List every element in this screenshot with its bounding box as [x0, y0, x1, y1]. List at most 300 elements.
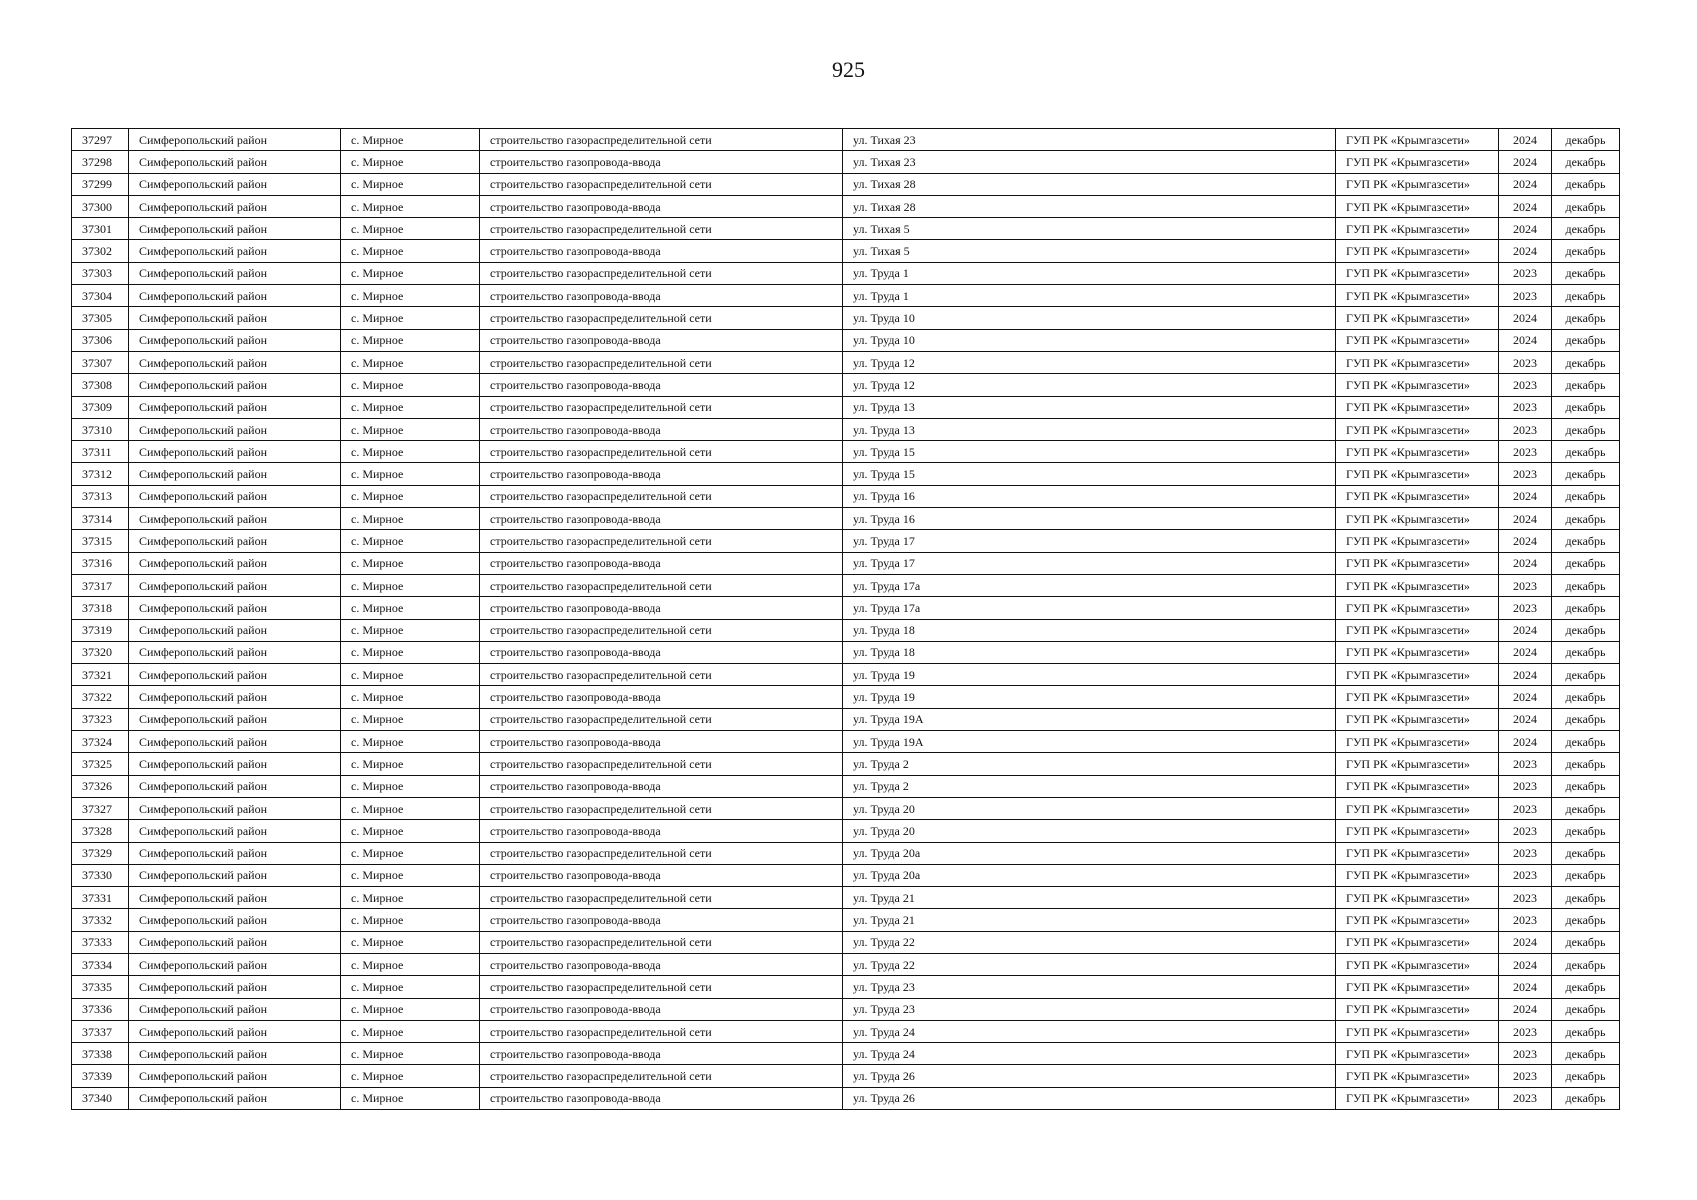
row-number: 37320: [72, 641, 129, 663]
settlement-cell: с. Мирное: [341, 686, 480, 708]
row-number: 37318: [72, 597, 129, 619]
month-cell: декабрь: [1552, 597, 1620, 619]
settlement-cell: с. Мирное: [341, 998, 480, 1020]
row-number: 37323: [72, 708, 129, 730]
table-row: [72, 351, 1620, 373]
settlement-cell: с. Мирное: [341, 307, 480, 329]
organization-cell: ГУП РК «Крымгазсети»: [1336, 195, 1499, 217]
settlement-cell: с. Мирное: [341, 797, 480, 819]
work-type-cell: строительство газораспределительной сети: [480, 351, 843, 373]
organization-cell: ГУП РК «Крымгазсети»: [1336, 285, 1499, 307]
organization-cell: ГУП РК «Крымгазсети»: [1336, 396, 1499, 418]
row-number: 37303: [72, 262, 129, 284]
row-number: 37311: [72, 441, 129, 463]
work-type-cell: строительство газопровода-ввода: [480, 195, 843, 217]
district-cell: Симферопольский район: [129, 1043, 341, 1065]
row-number: 37322: [72, 686, 129, 708]
month-cell: декабрь: [1552, 396, 1620, 418]
settlement-cell: с. Мирное: [341, 485, 480, 507]
organization-cell: ГУП РК «Крымгазсети»: [1336, 931, 1499, 953]
month-cell: декабрь: [1552, 307, 1620, 329]
year-cell: 2023: [1499, 597, 1552, 619]
settlement-cell: с. Мирное: [341, 1065, 480, 1087]
work-type-cell: строительство газораспределительной сети: [480, 485, 843, 507]
address-cell: ул. Труда 22: [843, 953, 1336, 975]
month-cell: декабрь: [1552, 686, 1620, 708]
district-cell: Симферопольский район: [129, 240, 341, 262]
table-row: [72, 329, 1620, 351]
address-cell: ул. Труда 16: [843, 485, 1336, 507]
year-cell: 2024: [1499, 508, 1552, 530]
address-cell: ул. Труда 20: [843, 820, 1336, 842]
table-row: [72, 641, 1620, 663]
row-number: 37327: [72, 797, 129, 819]
settlement-cell: с. Мирное: [341, 842, 480, 864]
table-row: [72, 151, 1620, 173]
organization-cell: ГУП РК «Крымгазсети»: [1336, 976, 1499, 998]
row-number: 37309: [72, 396, 129, 418]
address-cell: ул. Труда 15: [843, 441, 1336, 463]
district-cell: Симферопольский район: [129, 329, 341, 351]
year-cell: 2024: [1499, 619, 1552, 641]
year-cell: 2023: [1499, 864, 1552, 886]
year-cell: 2024: [1499, 953, 1552, 975]
organization-cell: ГУП РК «Крымгазсети»: [1336, 1087, 1499, 1109]
address-cell: ул. Труда 22: [843, 931, 1336, 953]
settlement-cell: с. Мирное: [341, 775, 480, 797]
settlement-cell: с. Мирное: [341, 1020, 480, 1042]
month-cell: декабрь: [1552, 864, 1620, 886]
table-row: [72, 842, 1620, 864]
year-cell: 2024: [1499, 664, 1552, 686]
organization-cell: ГУП РК «Крымгазсети»: [1336, 1043, 1499, 1065]
organization-cell: ГУП РК «Крымгазсети»: [1336, 574, 1499, 596]
work-type-cell: строительство газораспределительной сети: [480, 797, 843, 819]
month-cell: декабрь: [1552, 195, 1620, 217]
year-cell: 2024: [1499, 173, 1552, 195]
year-cell: 2024: [1499, 485, 1552, 507]
month-cell: декабрь: [1552, 218, 1620, 240]
year-cell: 2023: [1499, 820, 1552, 842]
row-number: 37330: [72, 864, 129, 886]
year-cell: 2024: [1499, 708, 1552, 730]
settlement-cell: с. Мирное: [341, 619, 480, 641]
month-cell: декабрь: [1552, 887, 1620, 909]
settlement-cell: с. Мирное: [341, 552, 480, 574]
row-number: 37336: [72, 998, 129, 1020]
settlement-cell: с. Мирное: [341, 151, 480, 173]
settlement-cell: с. Мирное: [341, 262, 480, 284]
row-number: 37308: [72, 374, 129, 396]
registry-table: [71, 128, 1620, 1110]
district-cell: Симферопольский район: [129, 887, 341, 909]
work-type-cell: строительство газораспределительной сети: [480, 262, 843, 284]
month-cell: декабрь: [1552, 931, 1620, 953]
organization-cell: ГУП РК «Крымгазсети»: [1336, 797, 1499, 819]
work-type-cell: строительство газопровода-ввода: [480, 998, 843, 1020]
table-row: [72, 441, 1620, 463]
district-cell: Симферопольский район: [129, 307, 341, 329]
month-cell: декабрь: [1552, 374, 1620, 396]
organization-cell: ГУП РК «Крымгазсети»: [1336, 218, 1499, 240]
organization-cell: ГУП РК «Крымгазсети»: [1336, 485, 1499, 507]
row-number: 37302: [72, 240, 129, 262]
work-type-cell: строительство газораспределительной сети: [480, 396, 843, 418]
month-cell: декабрь: [1552, 552, 1620, 574]
address-cell: ул. Труда 19А: [843, 708, 1336, 730]
row-number: 37334: [72, 953, 129, 975]
table-row: [72, 262, 1620, 284]
district-cell: Симферопольский район: [129, 842, 341, 864]
settlement-cell: с. Мирное: [341, 173, 480, 195]
work-type-cell: строительство газопровода-ввода: [480, 463, 843, 485]
district-cell: Симферопольский район: [129, 597, 341, 619]
row-number: 37310: [72, 418, 129, 440]
table-row: [72, 753, 1620, 775]
organization-cell: ГУП РК «Крымгазсети»: [1336, 173, 1499, 195]
organization-cell: ГУП РК «Крымгазсети»: [1336, 530, 1499, 552]
table-row: [72, 396, 1620, 418]
year-cell: 2023: [1499, 418, 1552, 440]
table-row: [72, 195, 1620, 217]
work-type-cell: строительство газопровода-ввода: [480, 1087, 843, 1109]
settlement-cell: с. Мирное: [341, 374, 480, 396]
year-cell: 2024: [1499, 151, 1552, 173]
year-cell: 2023: [1499, 887, 1552, 909]
address-cell: ул. Труда 19А: [843, 731, 1336, 753]
district-cell: Симферопольский район: [129, 129, 341, 151]
district-cell: Симферопольский район: [129, 797, 341, 819]
year-cell: 2023: [1499, 441, 1552, 463]
year-cell: 2024: [1499, 129, 1552, 151]
settlement-cell: с. Мирное: [341, 1043, 480, 1065]
address-cell: ул. Труда 17: [843, 552, 1336, 574]
address-cell: ул. Труда 1: [843, 285, 1336, 307]
month-cell: декабрь: [1552, 820, 1620, 842]
address-cell: ул. Труда 26: [843, 1065, 1336, 1087]
district-cell: Симферопольский район: [129, 151, 341, 173]
work-type-cell: строительство газопровода-ввода: [480, 151, 843, 173]
row-number: 37338: [72, 1043, 129, 1065]
year-cell: 2024: [1499, 931, 1552, 953]
district-cell: Симферопольский район: [129, 775, 341, 797]
table-row: [72, 909, 1620, 931]
year-cell: 2024: [1499, 552, 1552, 574]
registry-body: [72, 129, 1620, 1110]
table-row: [72, 664, 1620, 686]
month-cell: декабрь: [1552, 485, 1620, 507]
year-cell: 2023: [1499, 396, 1552, 418]
district-cell: Симферопольский район: [129, 218, 341, 240]
table-row: [72, 418, 1620, 440]
table-row: [72, 731, 1620, 753]
settlement-cell: с. Мирное: [341, 664, 480, 686]
row-number: 37328: [72, 820, 129, 842]
work-type-cell: строительство газопровода-ввода: [480, 820, 843, 842]
district-cell: Симферопольский район: [129, 574, 341, 596]
work-type-cell: строительство газопровода-ввода: [480, 552, 843, 574]
organization-cell: ГУП РК «Крымгазсети»: [1336, 262, 1499, 284]
work-type-cell: строительство газораспределительной сети: [480, 530, 843, 552]
month-cell: декабрь: [1552, 262, 1620, 284]
organization-cell: ГУП РК «Крымгазсети»: [1336, 864, 1499, 886]
settlement-cell: с. Мирное: [341, 909, 480, 931]
row-number: 37299: [72, 173, 129, 195]
row-number: 37325: [72, 753, 129, 775]
table-row: [72, 775, 1620, 797]
row-number: 37300: [72, 195, 129, 217]
work-type-cell: строительство газораспределительной сети: [480, 887, 843, 909]
table-row: [72, 1043, 1620, 1065]
row-number: 37337: [72, 1020, 129, 1042]
work-type-cell: строительство газораспределительной сети: [480, 664, 843, 686]
month-cell: декабрь: [1552, 708, 1620, 730]
settlement-cell: с. Мирное: [341, 396, 480, 418]
work-type-cell: строительство газораспределительной сети: [480, 753, 843, 775]
month-cell: декабрь: [1552, 641, 1620, 663]
settlement-cell: с. Мирное: [341, 441, 480, 463]
work-type-cell: строительство газораспределительной сети: [480, 1065, 843, 1087]
district-cell: Симферопольский район: [129, 664, 341, 686]
month-cell: декабрь: [1552, 151, 1620, 173]
organization-cell: ГУП РК «Крымгазсети»: [1336, 842, 1499, 864]
address-cell: ул. Труда 20: [843, 797, 1336, 819]
district-cell: Симферопольский район: [129, 351, 341, 373]
row-number: 37297: [72, 129, 129, 151]
district-cell: Симферопольский район: [129, 508, 341, 530]
address-cell: ул. Тихая 5: [843, 218, 1336, 240]
organization-cell: ГУП РК «Крымгазсети»: [1336, 508, 1499, 530]
row-number: 37319: [72, 619, 129, 641]
work-type-cell: строительство газораспределительной сети: [480, 619, 843, 641]
year-cell: 2023: [1499, 842, 1552, 864]
month-cell: декабрь: [1552, 664, 1620, 686]
settlement-cell: с. Мирное: [341, 887, 480, 909]
district-cell: Симферопольский район: [129, 686, 341, 708]
year-cell: 2024: [1499, 731, 1552, 753]
district-cell: Симферопольский район: [129, 976, 341, 998]
district-cell: Симферопольский район: [129, 1087, 341, 1109]
organization-cell: ГУП РК «Крымгазсети»: [1336, 641, 1499, 663]
address-cell: ул. Труда 23: [843, 976, 1336, 998]
work-type-cell: строительство газопровода-ввода: [480, 329, 843, 351]
row-number: 37298: [72, 151, 129, 173]
organization-cell: ГУП РК «Крымгазсети»: [1336, 619, 1499, 641]
table-row: [72, 864, 1620, 886]
work-type-cell: строительство газопровода-ввода: [480, 641, 843, 663]
settlement-cell: с. Мирное: [341, 931, 480, 953]
table-row: [72, 597, 1620, 619]
organization-cell: ГУП РК «Крымгазсети»: [1336, 708, 1499, 730]
work-type-cell: строительство газопровода-ввода: [480, 508, 843, 530]
row-number: 37333: [72, 931, 129, 953]
settlement-cell: с. Мирное: [341, 218, 480, 240]
settlement-cell: с. Мирное: [341, 1087, 480, 1109]
organization-cell: ГУП РК «Крымгазсети»: [1336, 552, 1499, 574]
settlement-cell: с. Мирное: [341, 597, 480, 619]
district-cell: Симферопольский район: [129, 641, 341, 663]
district-cell: Симферопольский район: [129, 441, 341, 463]
organization-cell: ГУП РК «Крымгазсети»: [1336, 820, 1499, 842]
table-row: [72, 953, 1620, 975]
settlement-cell: с. Мирное: [341, 530, 480, 552]
table-row: [72, 820, 1620, 842]
month-cell: декабрь: [1552, 775, 1620, 797]
settlement-cell: с. Мирное: [341, 195, 480, 217]
address-cell: ул. Труда 17: [843, 530, 1336, 552]
district-cell: Симферопольский район: [129, 708, 341, 730]
district-cell: Симферопольский район: [129, 931, 341, 953]
settlement-cell: с. Мирное: [341, 976, 480, 998]
row-number: 37331: [72, 887, 129, 909]
district-cell: Симферопольский район: [129, 396, 341, 418]
year-cell: 2023: [1499, 463, 1552, 485]
year-cell: 2023: [1499, 1087, 1552, 1109]
month-cell: декабрь: [1552, 351, 1620, 373]
organization-cell: ГУП РК «Крымгазсети»: [1336, 441, 1499, 463]
year-cell: 2024: [1499, 998, 1552, 1020]
district-cell: Симферопольский район: [129, 953, 341, 975]
address-cell: ул. Труда 18: [843, 619, 1336, 641]
address-cell: ул. Тихая 28: [843, 173, 1336, 195]
table-row: [72, 887, 1620, 909]
table-row: [72, 218, 1620, 240]
table-row: [72, 686, 1620, 708]
organization-cell: ГУП РК «Крымгазсети»: [1336, 418, 1499, 440]
work-type-cell: строительство газопровода-ввода: [480, 597, 843, 619]
year-cell: 2023: [1499, 574, 1552, 596]
page-number: 925: [832, 57, 865, 82]
work-type-cell: строительство газораспределительной сети: [480, 708, 843, 730]
district-cell: Симферопольский район: [129, 1065, 341, 1087]
address-cell: ул. Труда 2: [843, 753, 1336, 775]
year-cell: 2023: [1499, 285, 1552, 307]
row-number: 37307: [72, 351, 129, 373]
work-type-cell: строительство газопровода-ввода: [480, 775, 843, 797]
table-row: [72, 1087, 1620, 1109]
month-cell: декабрь: [1552, 574, 1620, 596]
month-cell: декабрь: [1552, 753, 1620, 775]
address-cell: ул. Труда 26: [843, 1087, 1336, 1109]
year-cell: 2024: [1499, 307, 1552, 329]
year-cell: 2024: [1499, 641, 1552, 663]
settlement-cell: с. Мирное: [341, 418, 480, 440]
table-row: [72, 552, 1620, 574]
month-cell: декабрь: [1552, 285, 1620, 307]
year-cell: 2023: [1499, 775, 1552, 797]
address-cell: ул. Труда 21: [843, 887, 1336, 909]
month-cell: декабрь: [1552, 173, 1620, 195]
district-cell: Симферопольский район: [129, 418, 341, 440]
organization-cell: ГУП РК «Крымгазсети»: [1336, 909, 1499, 931]
table-row: [72, 998, 1620, 1020]
month-cell: декабрь: [1552, 976, 1620, 998]
month-cell: декабрь: [1552, 909, 1620, 931]
address-cell: ул. Труда 20а: [843, 842, 1336, 864]
work-type-cell: строительство газопровода-ввода: [480, 285, 843, 307]
table-row: [72, 307, 1620, 329]
address-cell: ул. Труда 24: [843, 1020, 1336, 1042]
work-type-cell: строительство газораспределительной сети: [480, 1020, 843, 1042]
address-cell: ул. Тихая 23: [843, 129, 1336, 151]
settlement-cell: с. Мирное: [341, 285, 480, 307]
month-cell: декабрь: [1552, 329, 1620, 351]
table-row: [72, 797, 1620, 819]
organization-cell: ГУП РК «Крымгазсети»: [1336, 731, 1499, 753]
year-cell: 2024: [1499, 195, 1552, 217]
row-number: 37339: [72, 1065, 129, 1087]
row-number: 37314: [72, 508, 129, 530]
row-number: 37332: [72, 909, 129, 931]
address-cell: ул. Труда 12: [843, 351, 1336, 373]
address-cell: ул. Труда 15: [843, 463, 1336, 485]
district-cell: Симферопольский район: [129, 262, 341, 284]
settlement-cell: с. Мирное: [341, 329, 480, 351]
address-cell: ул. Тихая 28: [843, 195, 1336, 217]
organization-cell: ГУП РК «Крымгазсети»: [1336, 664, 1499, 686]
address-cell: ул. Труда 2: [843, 775, 1336, 797]
work-type-cell: строительство газораспределительной сети: [480, 307, 843, 329]
month-cell: декабрь: [1552, 842, 1620, 864]
year-cell: 2024: [1499, 530, 1552, 552]
district-cell: Симферопольский район: [129, 552, 341, 574]
row-number: 37306: [72, 329, 129, 351]
district-cell: Симферопольский район: [129, 864, 341, 886]
organization-cell: ГУП РК «Крымгазсети»: [1336, 597, 1499, 619]
address-cell: ул. Труда 21: [843, 909, 1336, 931]
settlement-cell: с. Мирное: [341, 129, 480, 151]
month-cell: декабрь: [1552, 998, 1620, 1020]
month-cell: декабрь: [1552, 619, 1620, 641]
work-type-cell: строительство газопровода-ввода: [480, 1043, 843, 1065]
work-type-cell: строительство газораспределительной сети: [480, 931, 843, 953]
month-cell: декабрь: [1552, 953, 1620, 975]
settlement-cell: с. Мирное: [341, 574, 480, 596]
organization-cell: ГУП РК «Крымгазсети»: [1336, 753, 1499, 775]
year-cell: 2024: [1499, 240, 1552, 262]
table-row: [72, 530, 1620, 552]
month-cell: декабрь: [1552, 797, 1620, 819]
organization-cell: ГУП РК «Крымгазсети»: [1336, 351, 1499, 373]
district-cell: Симферопольский район: [129, 753, 341, 775]
year-cell: 2023: [1499, 1065, 1552, 1087]
row-number: 37313: [72, 485, 129, 507]
organization-cell: ГУП РК «Крымгазсети»: [1336, 1065, 1499, 1087]
address-cell: ул. Труда 1: [843, 262, 1336, 284]
work-type-cell: строительство газопровода-ввода: [480, 374, 843, 396]
table-row: [72, 240, 1620, 262]
organization-cell: ГУП РК «Крымгазсети»: [1336, 463, 1499, 485]
table-row: [72, 708, 1620, 730]
month-cell: декабрь: [1552, 441, 1620, 463]
settlement-cell: с. Мирное: [341, 864, 480, 886]
table-row: [72, 574, 1620, 596]
address-cell: ул. Труда 23: [843, 998, 1336, 1020]
row-number: 37321: [72, 664, 129, 686]
row-number: 37315: [72, 530, 129, 552]
district-cell: Симферопольский район: [129, 820, 341, 842]
district-cell: Симферопольский район: [129, 374, 341, 396]
row-number: 37305: [72, 307, 129, 329]
work-type-cell: строительство газораспределительной сети: [480, 574, 843, 596]
organization-cell: ГУП РК «Крымгазсети»: [1336, 240, 1499, 262]
work-type-cell: строительство газопровода-ввода: [480, 953, 843, 975]
year-cell: 2024: [1499, 686, 1552, 708]
organization-cell: ГУП РК «Крымгазсети»: [1336, 129, 1499, 151]
work-type-cell: строительство газопровода-ввода: [480, 686, 843, 708]
district-cell: Симферопольский район: [129, 463, 341, 485]
year-cell: 2024: [1499, 976, 1552, 998]
